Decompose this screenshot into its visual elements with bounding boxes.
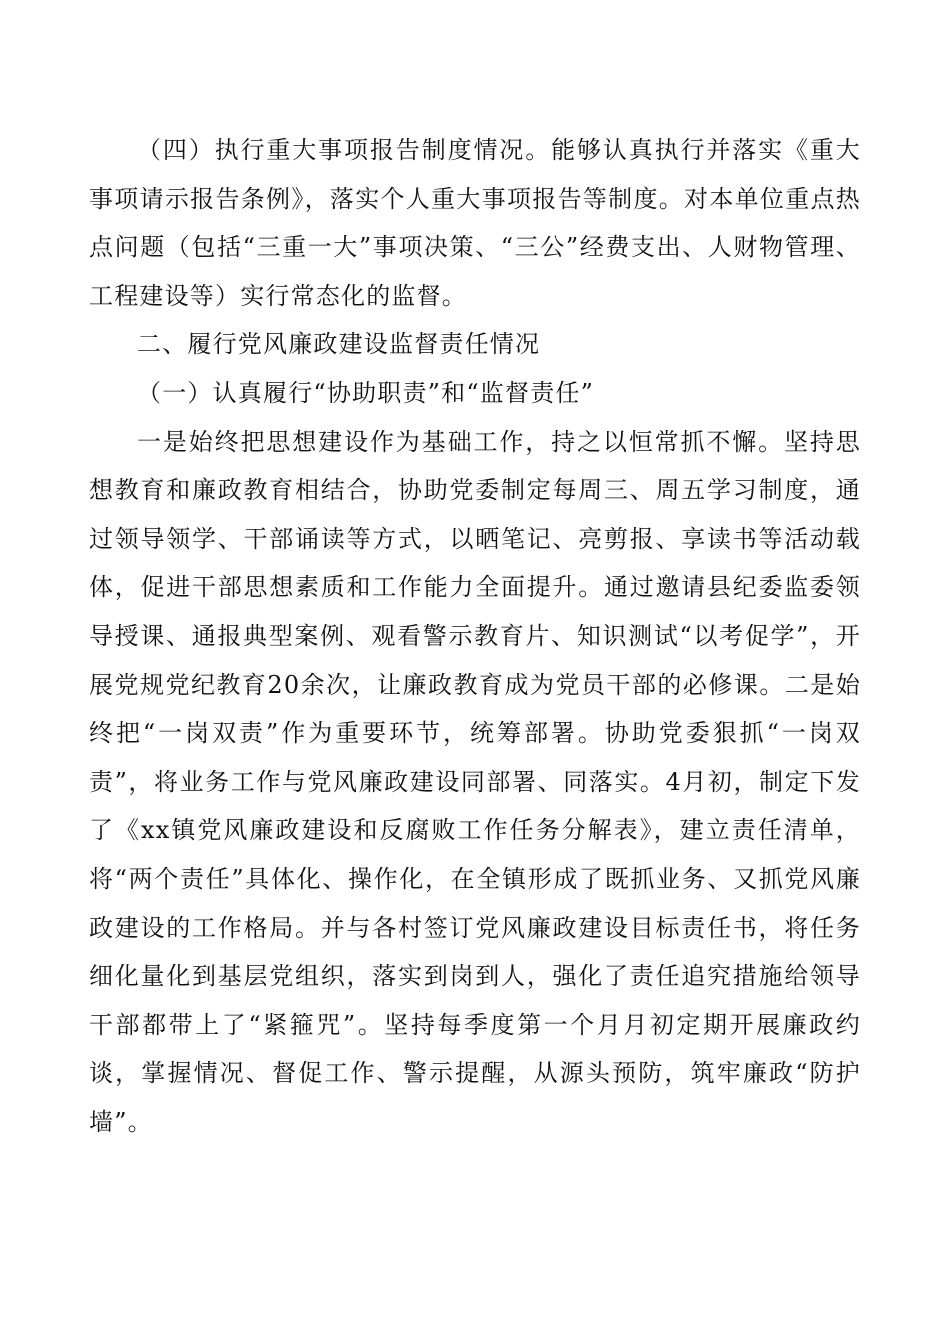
paragraph-major-matters-report: （四）执行重大事项报告制度情况。能够认真执行并落实《重大事项请示报告条例》，落实个人重大事项报告等制度。对本单位重点热点问题（包括“三重一大”事项决策、“三公”经费支出、人财物管理、工程建设等）实行常态化的监督。	[89, 136, 861, 310]
document-body	[89, 126, 861, 1146]
subsection-heading-assist-supervise: （一）认真履行“协助职责”和“监督责任”	[137, 378, 595, 407]
paragraph-ideological-building: 一是始终把思想建设作为基础工作，持之以恒常抓不懈。坚持思想教育和廉政教育相结合，协助党委制定每周三、周五学习制度，通过领导领学、干部诵读等方式，以晒笔记、亮剪报、享读书等活动载体，促进干部思想素质和工作能力全面提升。通过邀请县纪委监委领导授课、通报典型案例、观看警示教育片、知识测试“以考促学”，开展党规党纪教育20余次，让廉政教育成为党员干部的必修课。二是始终把“一岗双责”作为重要环节，统筹部署。协助党委狠抓“一岗双责”，将业务工作与党风廉政建设同部署、同落实。4月初，制定下发了《xx镇党风廉政建设和反腐败工作任务分解表》，建立责任清单，将“两个责任”具体化、操作化，在全镇形成了既抓业务、又抓党风廉政建设的工作格局。并与各村签订党风廉政建设目标责任书，将任务细化量化到基层党组织，落实到岗到人，强化了责任追究措施给领导干部都带上了“紧箍咒”。坚持每季度第一个月月初定期开展廉政约谈，掌握情况、督促工作、警示提醒，从源头预防，筑牢廉政“防护墙”。	[89, 427, 861, 1136]
section-heading-supervision-duty: 二、履行党风廉政建设监督责任情况	[137, 330, 541, 359]
